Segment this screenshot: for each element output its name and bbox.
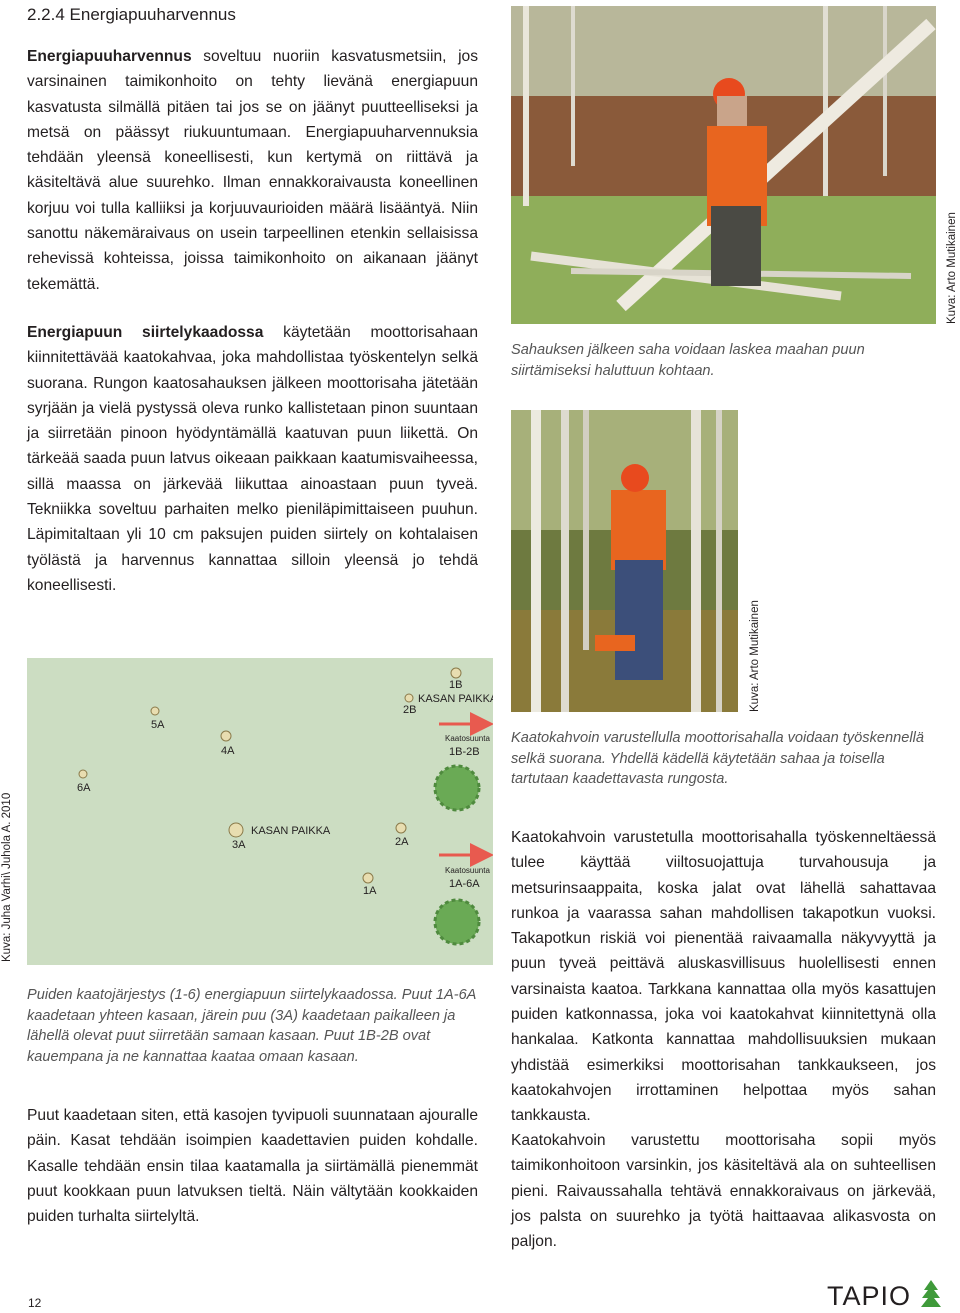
- term-siirtelykaato: Energiapuun siirtelykaadossa: [27, 324, 264, 341]
- photo-birch-felling: [511, 6, 936, 324]
- label-2b: 2B: [403, 704, 417, 716]
- label-kaatosuunta-b: Kaatosuunta: [445, 734, 490, 743]
- tree-5a: [151, 707, 159, 715]
- paragraph-1-text: soveltuu nuoriin kasvatusmetsiin, jos varsinainen taimikonhoito on tehty lievänä energiapuun kasvatusta silmällä pitäen tai jos se on jäänyt puutteelliseksi ja metsä on päässyt riukuuntumaan. Energiapuuharvennuksia tehdään yleensä koneellisesti, kun kertymä on riittävä ja käsiteltävä alue suurehko. Ilman ennakkoraivausta koneellinen korjuu voi tulla kalliiksi ja korjuuvaurioiden määrä lisääntyä. Niin sanottu näkemäraivaus on usein tarpeellinen etenkin sellaisissa rehevissä kohteissa, joissa taimikonhoito on aikanaan jäänyt tekemättä.: [27, 48, 478, 293]
- tree-2b: [405, 694, 413, 702]
- label-dir-1a-6a: 1A-6A: [449, 878, 480, 890]
- paragraph-siirtelykaato: [27, 320, 478, 598]
- tree-crown-a: [435, 900, 479, 944]
- label-1b: 1B: [449, 679, 463, 691]
- paragraph-2-text: käytetään moottorisahaan kiinnitettävää kaatokahvaa, joka mahdollistaa työskentelyn selkä suorana. Rungon kaatosahauksen jälkeen moottorisaha jätetään syrjään ja vielä pystyssä oleva runko kallistetaan pinon suuntaan ja siirretään pinoon hyödyntämällä kaatuvan puun liikettä. On tärkeää saada puun latvus oikeaan paikkaan kaatumisvaiheessa, sillä maassa on järkevää liikuttaa ainoastaan puun tyveä. Tekniikka soveltuu parhaiten melko pieniläpimittaiseen puuhun. Läpimitaltaan yli 10 cm paksujen puiden siirtely on kohtalaisen työlästä ja harvennus kannattaa silloin yleensä jo tehdä koneellisesti.: [27, 324, 478, 594]
- paragraph-taimikonhoito: Kaatokahvoin varustettu moottorisaha sopii myös taimikonhoitoon varsinkin, jos käsiteltävä ala on suhteellisen pieni. Raivaussahalla tehtävä ennakkoraivaus on järkevää, jos palsta on suurehko ja työtä haittaavaa alikasvosta on paljon.: [511, 1132, 936, 1251]
- tree-1b: [451, 668, 461, 678]
- photo-2-caption: Kaatokahvoin varustellulla moottorisahalla voidaan työskennellä selkä suorana. Yhdellä kädellä käytetään sahaa ja toisella tartutaan kaadettavasta rungosta.: [511, 730, 924, 787]
- label-kaatosuunta-a: Kaatosuunta: [445, 866, 490, 875]
- page-number: 12: [28, 1296, 42, 1310]
- photo-2-image: [511, 410, 738, 712]
- paragraph-kasat: Puut kaadetaan siten, että kasojen tyvipuoli suunnataan ajouralle päin. Kasat tehdään isoimpien kaadettavien puiden kohdalle. Kasalle tehdään ensin tilaa kaatamalla ja siirtämällä pienemmät puut kookkaan puun latvuksen tieltä. Näin vältytään kookkaiden puiden turhalta siirtelyltä.: [27, 1107, 478, 1226]
- label-kasan-paikka-b: KASAN PAIKKA: [418, 693, 493, 705]
- label-5a: 5A: [151, 719, 165, 731]
- diagram-credit: Kuva: Juha Varhi\ Juhola A. 2010: [1, 792, 13, 962]
- term-energiapuuharvennus: Energiapuuharvennus: [27, 48, 192, 65]
- label-2a: 2A: [395, 836, 409, 848]
- label-3a: 3A: [232, 839, 246, 851]
- tapio-logo: [827, 1280, 942, 1312]
- diagram-canvas: [27, 658, 493, 965]
- label-4a: 4A: [221, 745, 235, 757]
- paragraph-turvallisuus: Kaatokahvoin varustetulla moottorisahalla työskenneltäessä tulee käyttää viiltosuojattuja turvahousuja ja metsurinsaappaita, koska jalat ovat lähellä sahattavaa runkoa ja vaarassa sahan mahdollisen takapotkun vuoksi. Takapotkun riskiä voi pienentää raivaamalla näkyvyyttä ja puun tyveä peittävä aluskasvillisuus huolellisesti ennen varsinaista kaatoa. Tarkkana kannattaa olla myös kasattujen puiden katkonnassa, joka voi kaatokahvat kiinnitettynä olla hankalaa. Katkonta kannattaa mahdollisuuksien mukaan yhdistää esimerkiksi moottorisahan tankkaukseen, jos kaatokahvojen irrottaminen helpottaa myös sahan tankkausta.: [511, 829, 936, 1125]
- label-dir-1b-2b: 1B-2B: [449, 746, 480, 758]
- felling-order-diagram: [27, 658, 493, 965]
- tree-6a: [79, 770, 87, 778]
- diagram-caption: Puiden kaatojärjestys (1-6) energiapuun siirtelykaadossa. Puut 1A-6A kaadetaan yhteen kasaan, järein puu (3A) kaadetaan paikalleen ja lähellä olevat puut siirretään samaan kasaan. Puut 1B-2B ovat kauempana ja ne kannattaa kaataa omaan kasaan.: [27, 987, 476, 1065]
- photo-1-caption: Sahauksen jälkeen saha voidaan laskea maahan puun siirtämiseksi haluttuun kohtaan.: [511, 342, 865, 379]
- tree-2a: [396, 823, 406, 833]
- paragraph-energiapuuharvennus: [27, 44, 478, 297]
- label-6a: 6A: [77, 782, 91, 794]
- photo-chainsaw-handle: [511, 410, 738, 712]
- photo-1-credit: Kuva: Arto Mutikainen: [946, 212, 958, 324]
- section-heading: 2.2.4 Energiapuuharvennus: [27, 5, 236, 24]
- tree-1a: [363, 873, 373, 883]
- tree-crown-b: [435, 766, 479, 810]
- photo-2-credit: Kuva: Arto Mutikainen: [749, 600, 761, 712]
- label-1a: 1A: [363, 885, 377, 897]
- tree-3a: [229, 823, 243, 837]
- logo-text: TAPIO: [827, 1281, 912, 1311]
- photo-1-image: [511, 6, 936, 324]
- tree-logo-icon: [920, 1280, 942, 1308]
- tree-4a: [221, 731, 231, 741]
- label-kasan-paikka-a: KASAN PAIKKA: [251, 825, 331, 837]
